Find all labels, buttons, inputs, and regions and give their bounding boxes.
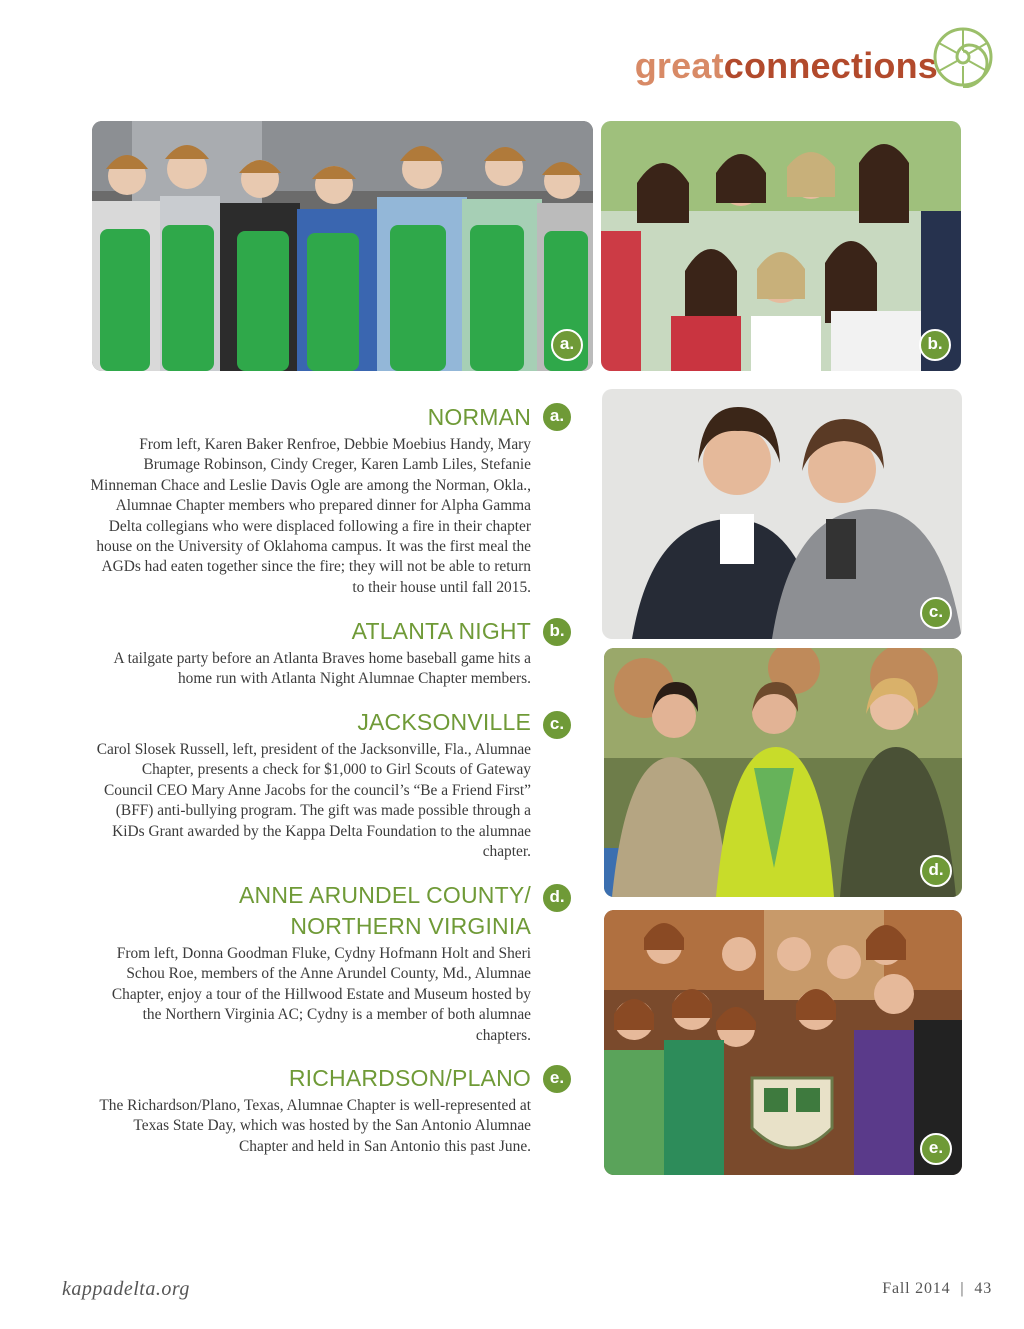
story-jacksonville <box>90 707 531 862</box>
story-norman <box>90 402 531 598</box>
photo-c-jacksonville <box>602 389 962 639</box>
photo-b-badge: b. <box>919 329 951 361</box>
footer-issue-date: Fall 2014 <box>882 1280 951 1297</box>
photo-a-norman-volunteers <box>92 121 593 371</box>
section-title <box>634 45 938 86</box>
story-atlanta-badge: b. <box>541 616 573 648</box>
story-jacksonville-badge: c. <box>541 709 573 741</box>
story-heading: JACKSONVILLE <box>357 709 531 735</box>
story-body: Carol Slosek Russell, left, president of the Jacksonville, Fla., Alumnae Chapter, presents a check for $1,000 to Girl Scouts of Gateway Council CEO Mary Anne Jacobs for the council’s “Be a Friend First” (BFF) anti-bullying program. The gift was made possible through a KiDs Grant awarded by the Kappa Delta Foundation to the alumnae chapter. <box>96 741 531 861</box>
page-number: 43 <box>974 1280 992 1297</box>
photo-d-badge: d. <box>920 855 952 887</box>
footer-separator: | <box>960 1280 965 1297</box>
photo-b-atlanta-tailgate <box>601 121 961 371</box>
story-anne-arundel <box>90 880 531 1046</box>
section-title-dark: connections <box>723 45 938 86</box>
photo-e-badge: e. <box>920 1133 952 1165</box>
nautilus-shell-icon <box>932 26 994 88</box>
footer-issue <box>882 1280 992 1298</box>
photo-d-anne-arundel <box>604 648 962 897</box>
story-body: From left, Karen Baker Renfroe, Debbie Moebius Handy, Mary Brumage Robinson, Cindy Creger, Karen Lamb Liles, Stefanie Minneman Chace and Leslie Davis Ogle are among the Norman, Okla., Alumnae Chapter members who prepared dinner for Alpha Gamma Delta collegians who were displaced following a fire in their chapter house on the University of Oklahoma campus. It was the first meal the AGDs had eaten together since the fire; they will not be able to return to their house until fall 2015. <box>90 436 531 596</box>
photo-a-badge: a. <box>551 329 583 361</box>
story-heading-line1: ANNE ARUNDEL COUNTY/ <box>239 882 531 908</box>
story-body: From left, Donna Goodman Fluke, Cydny Hofmann Holt and Sheri Schou Roe, members of the Anne Arundel County, Md., Alumnae Chapter, enjoy a tour of the Hillwood Estate and Museum hosted by the Northern Virginia AC; Cydny is a member of both alumnae chapters. <box>111 945 531 1044</box>
story-body: A tailgate party before an Atlanta Braves home baseball game hits a home run with Atlanta Night Alumnae Chapter members. <box>113 650 531 688</box>
story-richardson-badge: e. <box>541 1063 573 1095</box>
story-anne-arundel-badge: d. <box>541 882 573 914</box>
story-norman-badge: a. <box>541 401 573 433</box>
story-heading: ATLANTA NIGHT <box>351 618 531 644</box>
photo-e-richardson-plano <box>604 910 962 1175</box>
story-richardson-plano <box>90 1063 531 1157</box>
story-heading: RICHARDSON/PLANO <box>288 1065 531 1091</box>
story-heading-line2: NORTHERN VIRGINIA <box>290 913 531 939</box>
footer-website: kappadelta.org <box>62 1278 190 1300</box>
story-atlanta-night <box>90 616 531 690</box>
story-body: The Richardson/Plano, Texas, Alumnae Chapter is well-represented at Texas State Day, which was hosted by the San Antonio Alumnae Chapter and held in San Antonio this past June. <box>99 1097 531 1155</box>
section-title-light: great <box>634 45 724 86</box>
photo-c-badge: c. <box>920 597 952 629</box>
story-heading: NORMAN <box>427 404 531 430</box>
